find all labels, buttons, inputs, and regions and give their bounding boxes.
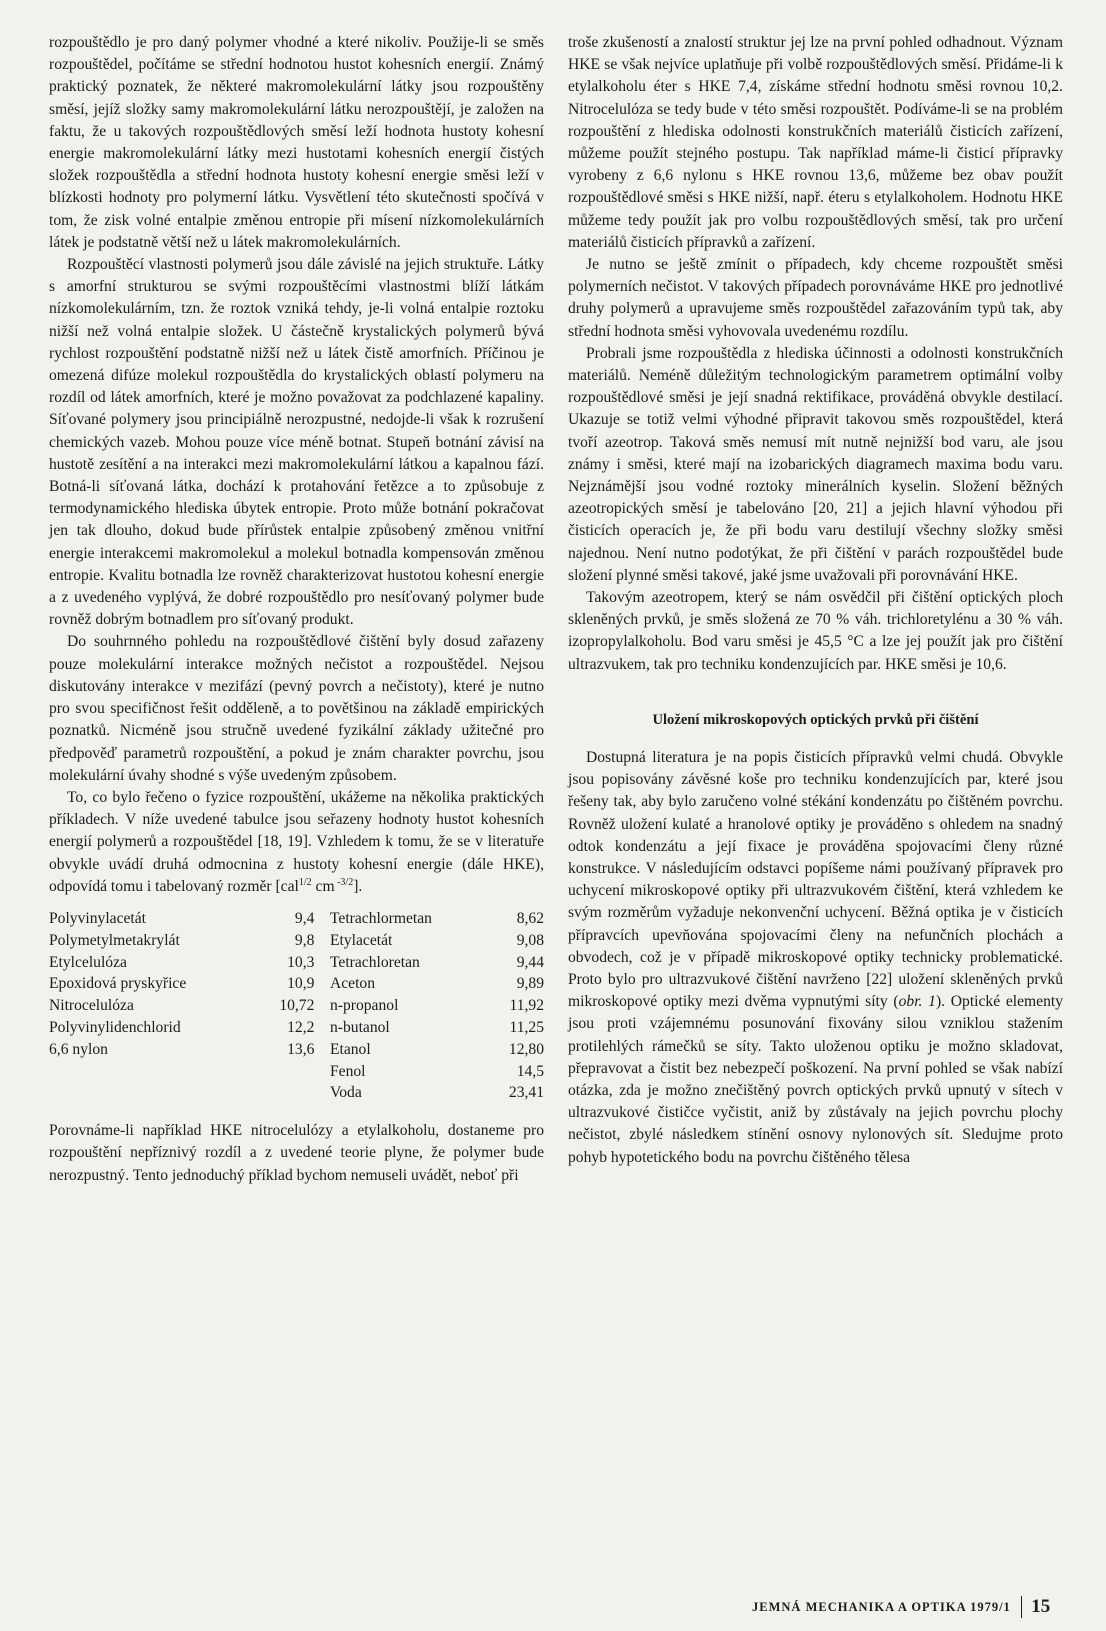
solvent-hke-value: 11,25 — [509, 1018, 544, 1036]
table-gap — [314, 908, 330, 930]
figure-reference[interactable]: obr. 1 — [898, 993, 936, 1011]
solvent-hke-value: 9,44 — [516, 953, 544, 971]
paragraph: Rozpouštěcí vlastnosti polymerů jsou dále závislé na jejich struktuře. Látky s amorfní strukturou se svými rozpouštěcími vlastnostmi blíží látkám nízkomolekulárním, tzn. že roztok vzniká tehdy, je-li volná entalpie roztoku nižší než volná entalpie složek. U částečně krystalických polymerů bývá rychlost rozpouštění podstatně nižší než u látek čistě amorfních. Příčinou je omezená difúze molekul rozpouštědla do krystalických oblastí polymeru na rozdíl od látek amorfních, které je možno považovat za podchlazené kapaliny. Síťované polymery jsou principiálně nerozpustné, nedojde-li však k rozrušení chemických vazeb. Mohou pouze více méně botnat. Stupeň botnání závisí na hustotě zesítění a na interakci mezi makromolekulární látkou a kapalnou fází. Botná-li síťovaná látka, dochází k protahování řetězce a to způsobuje z termodynamického hlediska úbytek entropie. Proto může botnání pokračovat jen tak dlouho, dokud bude přírůstek entalpie způsobený změnou vnitřní energie interakcemi makromolekul a molekul botnadla kompensován změnou entropie. Kvalitu botnadla lze rovněž charakterizovat hustotou kohesní energie a z uvedeného vyplývá, že dobré rozpouštědlo pro nesíťovaný polymer bude rovněž dobrým botnadlem pro síťovaný produkt. — [49, 256, 544, 629]
polymer-name: Epoxidová pryskyřice — [49, 975, 187, 993]
exponent: 1/2 — [298, 876, 312, 888]
paragraph: Do souhrnného pohledu na rozpouštědlové čištění byly dosud zařazeny pouze molekulární interakce možných nečistot a rozpouštědel. Nejsou diskutovány interakce v mezifází (pevný povrch a nečistoty), které je nutno pro svou specifičnost řešit odděleně, a to povětšinou na základě empirických poznatků. Nicméně jsou stručně uvedené fyzikální základy užitečné pro předpověď parametrů rozpouštění, a pokud je znám charakter povrchu, jsou molekulární úvahy shodné s výše uvedeným způsobem. — [49, 633, 544, 784]
solvent-name: n-propanol — [329, 997, 399, 1015]
table-gap — [314, 1061, 330, 1083]
polymer-name: 6,6 nylon — [49, 1040, 108, 1058]
paragraph: Takovým azeotropem, který se nám osvědčil při čištění optických ploch skleněných prvků, je směs složená ze 70 % váh. trichloretylénu a 30 % váh. izopropylalkoholu. Bod varu směsi je 45,5 °C a lze jej použít jak pro čištění ultrazvukem, tak pro techniku kondenzujících par. HKE směsi je 10,6. — [568, 589, 1063, 673]
paragraph: troše zkušeností a znalostí struktur jej lze na první pohled odhadnout. Význam HKE se však nejvíce uplatňuje při volbě rozpouštědlových směsí. Přidáme-li k etylalkoholu éter s HKE 7,4, získáme střední hodnotu směsi rovnou 10,2. Nitrocelulóza se tedy bude v této směsi rozpouštět. Podíváme-li se na problém rozpouštění z hlediska odolnosti konstrukčních materiálů čisticích zařízení, můžeme použít stejného postupu. Tak například máme-li čisticí přípravky vyrobeny z 6,6 nylonu s HKE rovnou 13,6, můžeme bez obav použít rozpouštědlové směsi s HKE nižší, např. éteru s etylalkoholem. Hodnotu HKE můžeme tedy použít jak pro volbu rozpouštědlových směsí, tak pro určení materiálů čisticích přípravků a zařízení. — [568, 34, 1063, 251]
polymer-hke-value: 10,72 — [279, 997, 315, 1015]
paragraph-hke-intro — [49, 787, 544, 898]
left-column — [49, 32, 544, 1187]
solvent-name: Aceton — [329, 975, 376, 993]
solvent-name: Voda — [329, 1084, 362, 1102]
polymer-hke-value: 12,2 — [287, 1018, 315, 1036]
polymer-hke-value: 9,4 — [294, 909, 315, 927]
solvent-hke-value: 9,08 — [516, 931, 544, 949]
table-row — [49, 1039, 544, 1061]
table-gap — [314, 952, 330, 974]
polymer-hke-value — [236, 1061, 315, 1083]
polymer-name: Polymetylmetakrylát — [49, 931, 180, 949]
polymer-hke-value — [236, 1082, 315, 1104]
footer-divider — [1021, 1596, 1023, 1618]
solvent-name: Etanol — [329, 1040, 371, 1058]
table-row — [49, 930, 544, 952]
solvent-name: Tetrachloretan — [329, 953, 420, 971]
table-row — [49, 952, 544, 974]
exponent: -3/2 — [334, 876, 354, 888]
polymer-name: Nitrocelulóza — [49, 997, 134, 1015]
polymer-hke-value: 9,8 — [294, 931, 315, 949]
table-row — [49, 995, 544, 1017]
table-row — [49, 1061, 544, 1083]
polymer-name — [49, 1082, 236, 1104]
section-heading: Uložení mikroskopových optických prvků při čištění — [652, 711, 979, 728]
paragraph: Je nutno se ještě zmínit o případech, kdy chceme rozpouštět směsi polymerních nečistot. V takových případech porovnáváme HKE pro jednotlivé druhy polymerů a upravujeme směs rozpouštědel zařazováním typů tak, aby střední hodnota směsi vyhovovala uvedenému rozdílu. — [568, 256, 1063, 340]
polymer-name — [49, 1061, 236, 1083]
journal-name: JEMNÁ MECHANIKA A OPTIKA 1979/1 — [752, 1599, 1011, 1614]
paragraph: Probrali jsme rozpouštědla z hlediska účinnosti a odolnosti konstrukčních materiálů. Neméně důležitým technologickým parametrem optimální volby rozpouštědlové směsi je její snadná rektifikace, prováděná obvykle destilací. Ukazuje se totiž velmi výhodné připravit takovou směs rozpouštědel, která tvoří azeotrop. Taková směs nemusí mít nutně nejnižší bod varu, ale jsou známy i směsi, které mají na izobarických diagramech maxima bodu varu. Nejznámější jsou vodné roztoky minerálních kyselin. Složení běžných azeotropických směsí je tabelováno [20, 21] a jejich hlavní výhodou při čisticích operacích je, že při bodu varu destilují všechny složky směsi najednou. Není nutno podotýkat, že při čištění v parách rozpouštědel bude složení plynné směsi takové, jaké jsme uvažovali při porovnávání HKE. — [568, 344, 1063, 584]
solvent-name: Tetrachlormetan — [329, 909, 432, 927]
paragraph: rozpouštědlo je pro daný polymer vhodné a které nikoliv. Použije-li se směs rozpouštědel, počítáme se střední hodnotou hustot kohesních energií. Známý praktický poznatek, že některé makromolekulární látky jsou rozpouštěny směsí, jejíž složky samy makromolekulární látku nerozpouštějí, je založen na faktu, že u takových rozpouštědlových směsí leží hodnota hustoty kohesní energie makromolekulární látky mezi hustotami kohesních energií čistých složek rozpouštědla a střední hodnota hustoty kohesní energie směsi leží v blízkosti hodnoty pro polymerní látku. Vysvětlení této skutečnosti spočívá v tom, že zisk volné entalpie změnou entropie při mísení nízkomolekulárních látek je podstatně větší než u látek makromolekulárních. — [49, 34, 544, 251]
right-column — [568, 32, 1063, 1169]
polymer-name: Polyvinylidenchlorid — [49, 1018, 181, 1036]
paragraph-text: Dostupná literatura je na popis čisticích přípravků velmi chudá. Obvykle jsou popisovány závěsné koše pro techniku kondenzujících par, které jsou řešeny tak, aby bylo zaručeno volné stékání kondenzátu po čištěném povrchu. Rovněž uložení kulaté a hranolové optiky je prováděno s ohledem na snadný odtok kondenzátu a její fixace je prováděna spojovacími členy různé konstrukce. V následujícím odstavci popíšeme námi používaný přípravek pro uchycení mikroskopové optiky při ultrazvukovém čištění, která vzhledem ke svým rozměrům vyžaduje nekonvenční uchycení. Běžná optika je v čisticích přípravcích upevňována spojovacími členy na nefunčních plochách a obvodech, což je v případě mikroskopové optiky technicky problematické. Proto bylo pro ultrazvukové čištění navrženo [22] uložení skleněných prvků mikroskopové optiky mezi dvěma vypnutými síty ( — [568, 748, 1063, 1011]
table-gap — [314, 1039, 330, 1061]
solvent-hke-value: 14,5 — [516, 1062, 544, 1080]
paragraph: Porovnáme-li například HKE nitrocelulózy a etylalkoholu, dostaneme pro rozpouštění nepříznivý rozdíl a z uvedené teorie plyne, že polymer bude nerozpustný. Tento jednoduchý příklad bychom nemuseli uvádět, neboť při — [49, 1122, 544, 1184]
solvent-name: n-butanol — [329, 1018, 390, 1036]
table-row — [49, 1017, 544, 1039]
solvent-name: Fenol — [329, 1062, 366, 1080]
table-row — [49, 1082, 544, 1104]
solvent-hke-value: 8,62 — [516, 909, 544, 927]
table-gap — [314, 1082, 330, 1104]
solvent-name: Etylacetát — [329, 931, 393, 949]
unit-close: ]. — [353, 877, 363, 895]
hke-table — [49, 908, 544, 1104]
solvent-hke-value: 11,92 — [509, 997, 544, 1015]
solvent-hke-value: 23,41 — [508, 1084, 544, 1102]
page-footer — [752, 1596, 1050, 1618]
table-gap — [314, 930, 330, 952]
polymer-hke-value: 10,3 — [287, 953, 315, 971]
table-gap — [314, 995, 330, 1017]
solvent-hke-value: 9,89 — [516, 975, 544, 993]
paragraph-text: ). Optické elementy jsou proti vzájemnému posunování fixovány silou vzniklou stažením protilehlých rámečků se síty. Takto uloženou optiku je možno skladovat, přepravovat a čistit bez nebezpečí poškození. Na první pohled se však nabízí otázka, zda je možno znečištěný povrch optických prvků upnutý v sítech v ultrazvukové čističce vyčistit, aniž by zůstávaly na jejich povrchu plochy nečistot, zbylé následkem stínění osnovy nylonových sít. Sledujme proto pohyb hypotetického bodu na povrchu čištěného tělesa — [568, 993, 1064, 1166]
unit-text: cm — [311, 877, 335, 895]
polymer-name: Etylcelulóza — [49, 953, 127, 971]
polymer-hke-value: 13,6 — [287, 1040, 315, 1058]
table-gap — [314, 973, 330, 995]
page-number: 15 — [1031, 1596, 1051, 1617]
table-row — [49, 973, 544, 995]
polymer-hke-value: 10,9 — [287, 975, 315, 993]
paragraph-text: To, co bylo řečeno o fyzice rozpouštění, ukážeme na několika praktických příkladech. V níže uvedené tabulce jsou seřazeny hodnoty hustot kohesních energií polymerů a rozpouštědel [18, 19]. Vzhledem k tomu, že se v literatuře obvykle uvádí druhá odmocnina z hustoty kohesní energie (dále HKE), odpovídá tomu i tabelovaný rozměr [cal — [49, 788, 544, 895]
paragraph — [568, 747, 1063, 1169]
table-gap — [314, 1017, 330, 1039]
polymer-name: Polyvinylacetát — [49, 909, 147, 927]
solvent-hke-value: 12,80 — [508, 1040, 544, 1058]
table-row — [49, 908, 544, 930]
